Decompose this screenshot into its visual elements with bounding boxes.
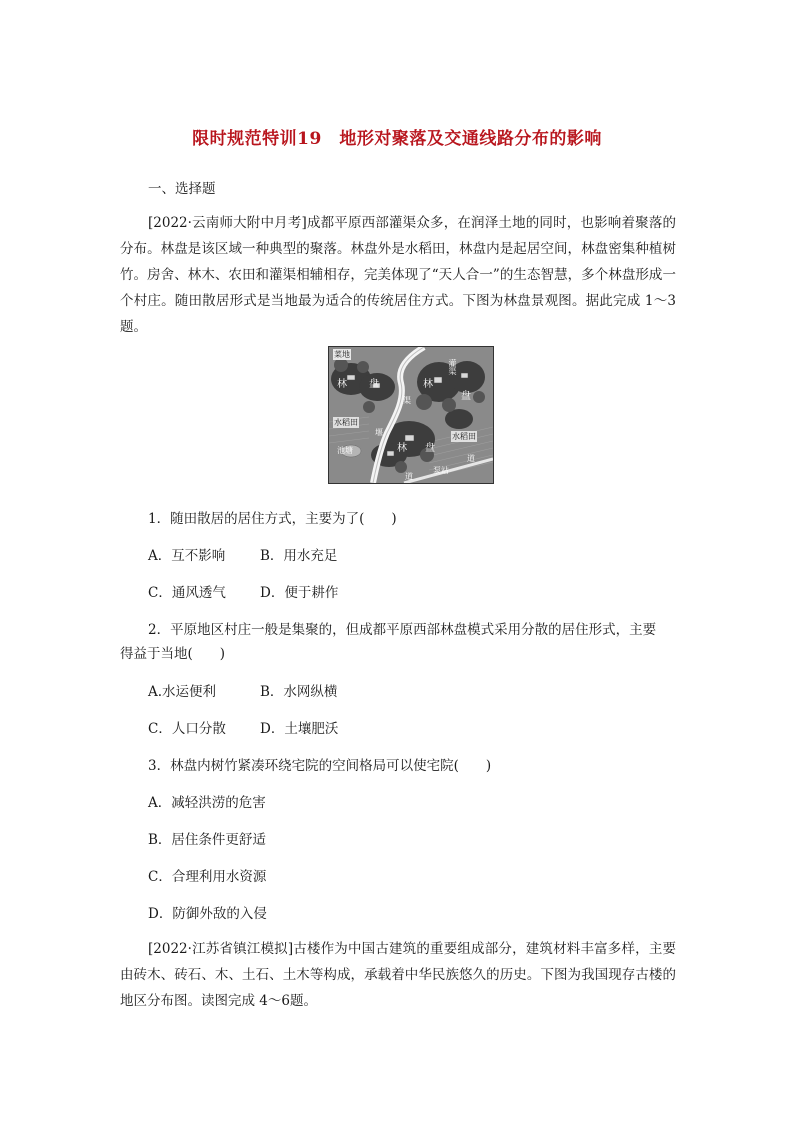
q3-option-d: D．防御外敌的入侵 [148, 906, 267, 922]
question-2-stem-cont: 得益于当地( ) [120, 646, 226, 662]
map-label-pond: 池塘 [337, 446, 353, 455]
q2-option-d: D．土壤肥沃 [260, 721, 339, 737]
map-label-vegetable-plot: 菜地 [334, 350, 350, 359]
question-3-stem: 3．林盘内树竹紧凑环绕宅院的空间格局可以使宅院( ) [148, 758, 492, 774]
q3-option-b: B．居住条件更舒适 [148, 832, 266, 848]
intro-paragraph-2 [120, 936, 676, 1014]
map-label-paddy-field: 水稻田 [334, 418, 358, 427]
map-label-road: 道 [405, 472, 413, 481]
q1-option-d: D．便于耕作 [260, 585, 339, 601]
page-title: 限时规范特训19 地形对聚落及交通线路分布的影响 [192, 129, 602, 149]
map-label-pan: 盘 [461, 391, 471, 402]
question-1-stem: 1．随田散居的居住方式，主要为了( ) [148, 511, 397, 527]
intro-text: 古楼作为中国古建筑的重要组成部分，建筑材料丰富多样，主要由砖木、砖石、木、土石、土木等构成，承载着中华民族悠久的历史。下图为我国现存古楼的地区分布图。读图完成 4～6题。 [120, 941, 677, 1009]
q2-option-a: A.水运便利 [148, 684, 217, 700]
map-label-pump-station: 泵站 [433, 466, 449, 475]
map-label-lin: 林 [337, 379, 347, 390]
q1-option-c: C．通风透气 [148, 585, 226, 601]
map-label-road: 道 [467, 454, 475, 463]
question-2-stem: 2．平原地区村庄一般是集聚的，但成都平原西部林盘模式采用分散的居住形式，主要 [148, 622, 657, 638]
map-label-weir: 堰 [375, 428, 383, 437]
map-label-paddy-field: 水稻田 [452, 432, 476, 441]
map-label-pan: 盘 [425, 443, 435, 454]
q3-option-a: A．减轻洪涝的危害 [148, 795, 266, 811]
q1-option-b: B．用水充足 [260, 548, 338, 564]
section-heading: 一、选择题 [148, 181, 216, 197]
q1-option-a: A．互不影响 [148, 548, 226, 564]
map-label-lin: 林 [423, 379, 433, 390]
map-label-canal: 灌渠 [448, 359, 457, 375]
linpan-landscape-map [328, 346, 494, 484]
intro-paragraph-1 [120, 210, 676, 340]
q3-option-c: C．合理利用水资源 [148, 869, 267, 885]
source-tag: [2022·江苏省镇江模拟] [148, 941, 294, 957]
q2-option-c: C．人口分散 [148, 721, 226, 737]
map-label-qu: 渠 [403, 396, 411, 405]
map-label-pan: 盘 [369, 379, 379, 390]
source-tag: [2022·云南师大附中月考] [148, 215, 307, 231]
map-label-lin: 林 [397, 443, 407, 454]
q2-option-b: B．水网纵横 [260, 684, 338, 700]
intro-text: 成都平原西部灌渠众多，在润泽土地的同时，也影响着聚落的分布。林盘是该区域一种典型的聚落。林盘外是水稻田，林盘内是起居空间，林盘密集种植树竹。房舍、林木、农田和灌渠相辅相存，完美体现了“天人合一”的生态智慧，多个林盘形成一个村庄。随田散居形式是当地最为适合的传统居住方式。下图为林盘景观图。据此完成 1～3题。 [120, 215, 676, 335]
